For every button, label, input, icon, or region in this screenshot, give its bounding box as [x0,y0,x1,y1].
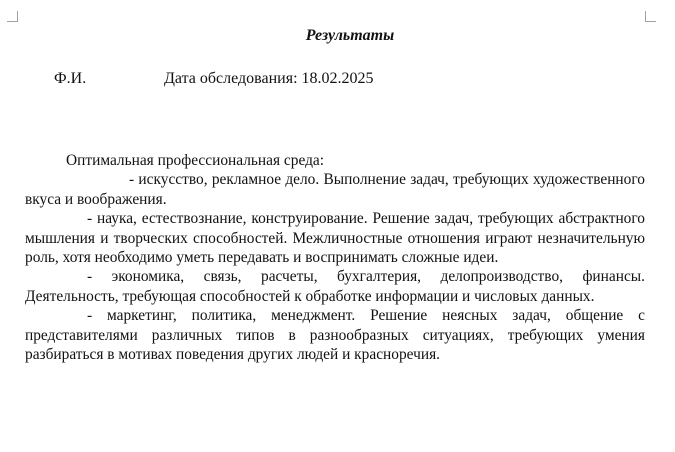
margin-corner-mark-left [7,11,18,22]
name-label: Ф.И. [54,70,87,87]
environment-item-science: - наука, естествознание, конструирование. Решение задач, требующих абстрактного мышления и творческих способностей. Межличностные отношения играют незначительную роль, хотя необходимо уметь передавать и воспринимать сложные идеи. [25,210,645,267]
environment-item-economics: - экономика, связь, расчеты, бухгалтерия, делопроизводство, финансы. Деятельность, требующая способностей к обработке информации и числовых данных. [25,268,645,305]
environment-intro: Оптимальная профессиональная среда: [66,152,325,169]
environment-item-art: - искусство, рекламное дело. Выполнение задач, требующих художественного вкуса и воображения. [25,171,645,208]
document-title: Результаты [305,27,395,44]
margin-corner-mark-right [645,11,656,22]
exam-date-label: Дата обследования: 18.02.2025 [164,70,374,87]
results-body [25,151,645,364]
environment-item-marketing: - маркетинг, политика, менеджмент. Решение неясных задач, общение с представителями различных типов в разнообразных ситуациях, требующих умения разбираться в мотивах поведения других людей и красноречия. [25,307,645,364]
